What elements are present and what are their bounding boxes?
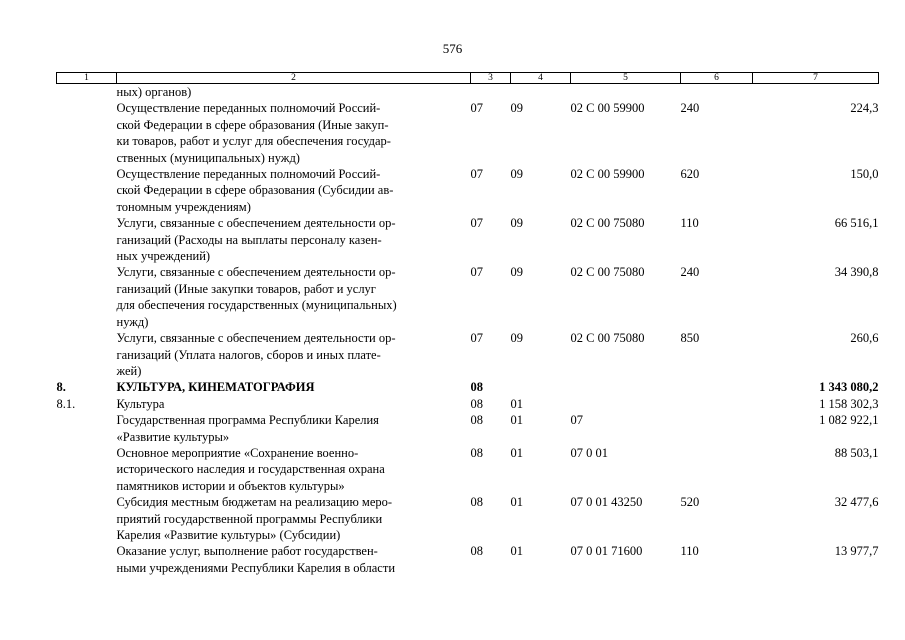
row-number: 8.1. [56,396,76,411]
table-row [57,445,879,494]
target-article-code: 07 0 01 71600 [570,544,643,559]
expense-type-code [681,412,753,445]
subsection-code: 01 [510,495,523,510]
row-number: 8. [56,380,66,395]
description-line: Услуги, связанные с обеспечением деятельности ор- [116,265,396,280]
table-row [57,379,879,395]
target-article-code [571,379,681,395]
column-header-row [57,73,879,84]
subsection-code [511,84,571,101]
subsection-code: 01 [510,396,523,411]
description-line: ской Федерации в сфере образования (Иные закуп- [116,117,389,132]
description-line: Услуги, связанные с обеспечением деятельности ор- [116,216,396,231]
column-header-5: 5 [571,73,681,84]
row-description [117,166,471,215]
row-description [117,445,471,494]
description-line: «Развитие культуры» [116,429,230,444]
amount-value: 66 516,1 [834,216,879,231]
section-code: 07 [470,216,483,231]
description-line: приятий государственной программы Республики [116,511,383,526]
description-line: ными учреждениями Республики Карелия в области [116,560,396,575]
section-code: 08 [470,380,483,395]
row-description [117,543,471,576]
column-header-2: 2 [117,73,471,84]
target-article-code [571,396,681,412]
target-article-code: 02 С 00 59900 [570,101,645,116]
subsection-code: 09 [510,331,523,346]
row-description [117,84,471,101]
target-article-code: 07 0 01 43250 [570,495,643,510]
row-description [117,100,471,166]
description-line: ской Федерации в сфере образования (Субсидии ав- [116,183,394,198]
row-description [117,379,471,395]
description-line: жей) [116,363,142,378]
description-line: нужд) [116,314,149,329]
section-code: 08 [470,445,483,460]
table-row [57,84,879,101]
subsection-code: 09 [510,265,523,280]
description-line: Услуги, связанные с обеспечением деятельности ор- [116,331,396,346]
column-header-3: 3 [471,73,511,84]
description-line: ки товаров, работ и услуг для обеспечения государ- [116,134,391,149]
description-line: исторического наследия и государственная охрана [116,462,385,477]
expense-type-code [681,84,753,101]
description-line: ганизаций (Иные закупки товаров, работ и услуг [116,281,376,296]
row-number [57,543,117,576]
description-line: Культура [116,396,165,411]
row-description [117,412,471,445]
section-code: 07 [470,101,483,116]
table-body [57,84,879,577]
row-description [117,215,471,264]
section-code: 07 [470,167,483,182]
amount-value: 1 343 080,2 [819,380,879,395]
description-line: Основное мероприятие «Сохранение военно- [116,445,359,460]
section-code: 08 [470,413,483,428]
row-description [117,264,471,330]
description-line: для обеспечения государственных (муниципальных) [116,298,397,313]
expense-type-code [681,396,753,412]
amount-value: 13 977,7 [834,544,879,559]
expense-type-code: 240 [680,101,700,116]
description-line: ственных (муниципальных) нужд) [116,150,300,165]
description-line: КУЛЬТУРА, КИНЕМАТОГРАФИЯ [116,380,315,395]
table-row [57,412,879,445]
description-line: ганизаций (Уплата налогов, сборов и иных плате- [116,347,381,362]
section-code: 07 [470,265,483,280]
description-line: Осуществление переданных полномочий Россий- [116,101,381,116]
section-code: 08 [470,495,483,510]
target-article-code: 02 С 00 75080 [570,331,645,346]
subsection-code [511,379,571,395]
column-header-7: 7 [753,73,879,84]
expense-type-code: 240 [680,265,700,280]
row-number [57,215,117,264]
amount-value: 34 390,8 [834,265,879,280]
column-header-1: 1 [57,73,117,84]
description-line: ных) органов) [116,85,192,99]
amount-value: 1 082 922,1 [819,413,879,428]
page-number: 576 [442,41,463,56]
amount-value [753,84,879,101]
row-number [57,264,117,330]
description-line: Карелия «Развитие культуры» (Субсидии) [116,527,341,542]
description-line: памятников истории и объектов культуры» [116,478,345,493]
target-article-code: 02 С 00 59900 [570,167,645,182]
description-line: ных учреждений) [116,249,211,264]
table-row [57,543,879,576]
description-line: ганизаций (Расходы на выплаты персоналу казен- [116,232,382,247]
amount-value: 260,6 [850,331,879,346]
description-line: тономным учреждениям) [116,199,251,214]
expense-type-code: 110 [680,216,699,231]
subsection-code: 01 [510,413,523,428]
target-article-code [571,84,681,101]
row-description [117,494,471,543]
subsection-code: 09 [510,101,523,116]
table-row [57,100,879,166]
row-number [57,84,117,101]
subsection-code: 01 [510,445,523,460]
section-code: 07 [470,331,483,346]
expense-type-code [681,445,753,494]
row-description [117,330,471,379]
expense-type-code: 620 [680,167,700,182]
amount-value: 32 477,6 [834,495,879,510]
table-row [57,330,879,379]
table-row [57,166,879,215]
table-row [57,215,879,264]
row-description [117,396,471,412]
expense-type-code: 520 [680,495,700,510]
description-line: Оказание услуг, выполнение работ государствен- [116,544,378,559]
column-header-4: 4 [511,73,571,84]
table-row [57,494,879,543]
subsection-code: 09 [510,216,523,231]
table-row [57,396,879,412]
table-row [57,264,879,330]
amount-value: 224,3 [850,101,879,116]
amount-value: 88 503,1 [834,445,879,460]
row-number [57,412,117,445]
description-line: Государственная программа Республики Карелия [116,413,379,428]
expense-type-code: 850 [680,331,700,346]
section-code: 08 [470,544,483,559]
description-line: Субсидия местным бюджетам на реализацию меро- [116,495,393,510]
row-number [57,166,117,215]
column-header-6: 6 [681,73,753,84]
expense-type-code: 110 [680,544,699,559]
amount-value: 1 158 302,3 [819,396,879,411]
section-code [471,84,511,101]
amount-value: 150,0 [850,167,879,182]
budget-table [56,72,879,576]
row-number [57,100,117,166]
target-article-code: 07 0 01 [570,445,608,460]
description-line: Осуществление переданных полномочий Россий- [116,167,381,182]
expense-type-code [681,379,753,395]
subsection-code: 01 [510,544,523,559]
row-number [57,494,117,543]
row-number [57,330,117,379]
row-number [57,445,117,494]
section-code: 08 [470,396,483,411]
target-article-code: 02 С 00 75080 [570,265,645,280]
target-article-code: 07 [570,413,583,428]
subsection-code: 09 [510,167,523,182]
target-article-code: 02 С 00 75080 [570,216,645,231]
